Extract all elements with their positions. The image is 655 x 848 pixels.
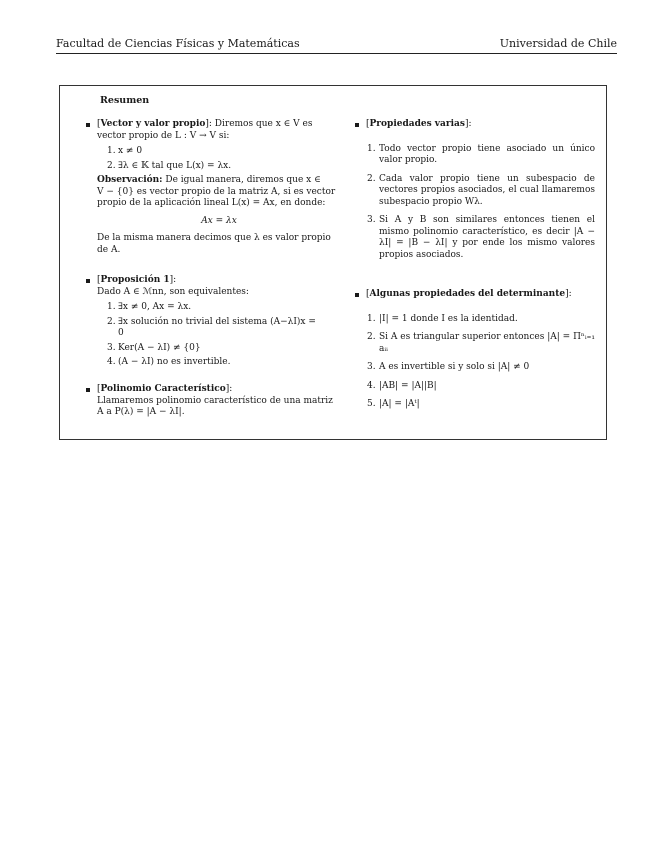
bullet-icon (86, 279, 90, 283)
header-rule (56, 53, 617, 54)
vector-conditions (97, 146, 341, 172)
list-item: 5. |A| = |Aᵗ| (367, 399, 420, 409)
section-properties (355, 119, 595, 268)
properties-list (355, 144, 595, 262)
section-determinant (355, 289, 595, 418)
list-item: 1. Todo vector propio tiene asociado un único valor propio. (367, 143, 595, 165)
header-faculty: Facultad de Ciencias Físicas y Matemáticas (56, 37, 300, 50)
section-prop1-title: Proposición 1 (100, 275, 170, 285)
list-item: 3. Ker(A − λI) ≠ {0} (107, 342, 201, 353)
list-item: 1. ∃x ≠ 0, Ax = λx. (107, 302, 192, 312)
bullet-icon (86, 123, 90, 127)
section-props-title: Propiedades varias (369, 119, 465, 129)
bullet-icon (355, 293, 359, 297)
bullet-icon (355, 123, 359, 127)
list-item: 2. Si A es triangular superior entonces |A| = Πⁿᵢ₌₁ aᵢᵢ (367, 332, 595, 354)
section-prop1-body: Dado A ∈ ℳnn, son equivalentes: 1. ∃x ≠ 0, Ax = λx. 2. ∃x solución no trivial del sistema (A−λI)x = 0 3. Ker(A − λI) ≠ {0} 4. (A − λI) no es invertible. (97, 287, 341, 369)
summary-box (59, 85, 607, 440)
list-item: 4. (A − λI) no es invertible. (107, 357, 231, 367)
section-props-head: [Propiedades varias]: (366, 119, 472, 129)
section-vector (86, 119, 341, 256)
bullet-icon (86, 388, 90, 392)
section-det-title: Algunas propiedades del determinante (369, 289, 566, 299)
determinant-list (355, 314, 595, 411)
list-item: 0 (118, 328, 124, 338)
section-det-head: [Algunas propiedades del determinante]: (366, 289, 572, 299)
summary-title: Resumen (100, 95, 150, 106)
list-item: 1. x ≠ 0 (107, 146, 143, 156)
section-proposition-1 (86, 275, 341, 372)
section-vector-title: Vector y valor propio (100, 119, 206, 129)
list-item: 2. ∃x solución no trivial del sistema (A−λI)x = (107, 316, 316, 327)
section-vector-head: [Vector y valor propio]: Diremos que x ∈ V es (97, 119, 313, 129)
page-header (56, 37, 617, 50)
list-item: 2. Cada valor propio tiene un subespacio de vectores propios asociados, el cual llamaremos subespacio propio Wλ. (367, 173, 595, 207)
section-prop1-head: [Proposición 1]: (97, 275, 177, 285)
section-poly-title: Polinomio Característico (100, 384, 226, 394)
section-polynomial (86, 384, 341, 419)
section-poly-head: [Polinomio Característico]: (97, 384, 233, 394)
list-item: 4. |AB| = |A||B| (367, 380, 437, 391)
section-poly-body: Llamaremos polinomio característico de una matriz A a P(λ) = |A − λI|. (97, 395, 333, 417)
section-vector-body: vector propio de L : V → V si: 1. x ≠ 0 2. ∃λ ∈ 𝕂 tal que L(x) = λx. Observación: De igual manera, diremos que x ∈ V − {0} es vector propio de la matriz A, si es vector propio de la aplicación lineal L(x) = Ax, en donde: Ax = λx De la misma manera decimos que λ es valor propio de A. (97, 131, 341, 257)
list-item: 3. Si A y B son similares entonces tienen el mismo polinomio característico, es decir |A − λI| = |B − λI| y por ende los mismo valores propios asociados. (367, 215, 595, 260)
observation: Observación: De igual manera, diremos que x ∈ (97, 175, 321, 185)
list-item: 1. |I| = 1 donde I es la identidad. (367, 313, 518, 324)
header-university: Universidad de Chile (499, 37, 617, 50)
prop1-equivalences (97, 302, 341, 369)
list-item: 3. A es invertible si y solo si |A| ≠ 0 (367, 362, 530, 372)
list-item: 2. ∃λ ∈ 𝕂 tal que L(x) = λx. (107, 160, 232, 171)
equation: Ax = λx (201, 215, 237, 226)
